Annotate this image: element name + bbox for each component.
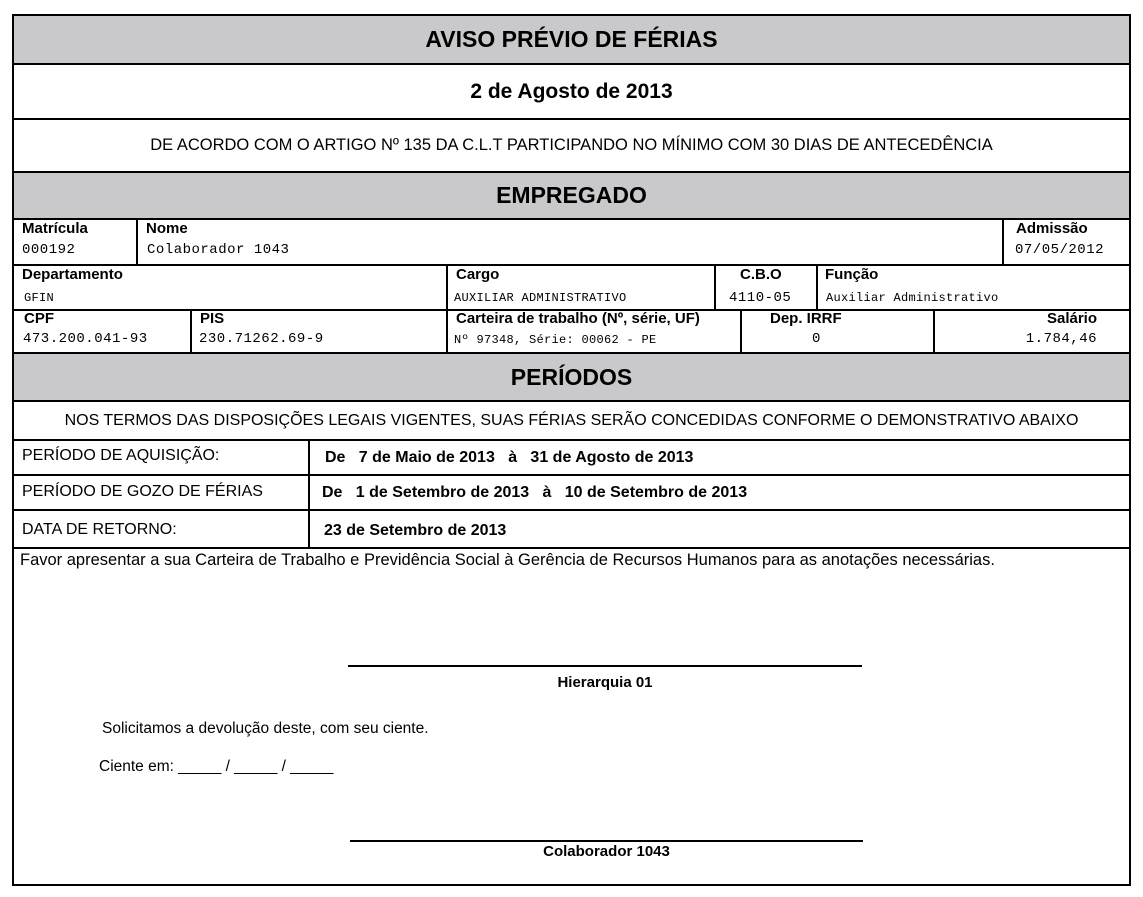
periods-section-title — [14, 354, 1129, 402]
admissao-label: Admissão — [1016, 220, 1088, 237]
document-date: 2 de Agosto de 2013 — [470, 79, 673, 103]
cbo-cell — [716, 266, 818, 309]
admissao-value: 07/05/2012 — [1015, 242, 1105, 258]
period-gozo-value: De 1 de Setembro de 2013 à 10 de Setembro de 2013 — [322, 484, 748, 501]
document-title — [14, 16, 1129, 65]
instruction-text: Favor apresentar a sua Carteira de Trabalho e Previdência Social à Gerência de Recursos Humanos para as anotações necessárias. — [20, 551, 995, 569]
funcao-value: Auxiliar Administrativo — [826, 291, 999, 305]
period-retorno-row — [14, 511, 1129, 549]
cargo-value: AUXILIAR ADMINISTRATIVO — [454, 291, 627, 305]
dep-irrf-value: 0 — [812, 331, 821, 347]
pis-cell — [192, 311, 448, 352]
pis-value: 230.71262.69-9 — [199, 331, 324, 347]
employee-section-title — [14, 173, 1129, 220]
document-title-text: AVISO PRÉVIO DE FÉRIAS — [425, 26, 718, 52]
matricula-cell — [14, 220, 138, 264]
matricula-label: Matrícula — [22, 220, 88, 237]
signature-line-employee — [350, 840, 863, 842]
dep-irrf-label: Dep. IRRF — [770, 310, 842, 327]
departamento-label: Departamento — [22, 266, 123, 283]
period-aquisicao-label-cell — [14, 441, 310, 474]
cbo-value: 4110-05 — [729, 290, 792, 306]
nome-label: Nome — [146, 220, 188, 237]
period-gozo-label-cell — [14, 476, 310, 509]
cpf-cell — [14, 311, 192, 352]
ctps-label: Carteira de trabalho (Nº, série, UF) — [456, 310, 700, 327]
periods-intro: NOS TERMOS DAS DISPOSIÇÕES LEGAIS VIGENTES, SUAS FÉRIAS SERÃO CONCEDIDAS CONFORME O DEMONSTRATIVO ABAIXO — [64, 411, 1079, 429]
cargo-cell — [448, 266, 716, 309]
cargo-label: Cargo — [456, 266, 500, 283]
funcao-cell — [818, 266, 1129, 309]
funcao-label: Função — [825, 266, 879, 283]
ciente-date-field: Ciente em: _____ / _____ / _____ — [99, 758, 334, 775]
period-gozo-row — [14, 476, 1129, 511]
employee-section-title-text: EMPREGADO — [496, 182, 647, 208]
cpf-value: 473.200.041-93 — [23, 331, 148, 347]
nome-cell — [138, 220, 1004, 264]
signature-employee-name: Colaborador 1043 — [543, 843, 670, 860]
signature-line-hierarchy — [348, 665, 862, 667]
admissao-cell — [1004, 220, 1129, 264]
period-gozo-label: PERÍODO DE GOZO DE FÉRIAS — [22, 483, 263, 500]
period-aquisicao-value: De 7 de Maio de 2013 à 31 de Agosto de 2013 — [325, 449, 694, 466]
nome-value: Colaborador 1043 — [147, 242, 290, 258]
document-date-row — [14, 65, 1129, 120]
period-retorno-value: 23 de Setembro de 2013 — [324, 522, 507, 539]
cbo-label: C.B.O — [740, 266, 782, 283]
ctps-value: Nº 97348, Série: 00062 - PE — [454, 333, 657, 347]
salario-value: 1.784,46 — [1025, 331, 1097, 347]
departamento-value: GFIN — [24, 291, 55, 305]
period-aquisicao-label: PERÍODO DE AQUISIÇÃO: — [22, 447, 220, 464]
salario-label: Salário — [1046, 310, 1097, 327]
employee-row-position — [14, 266, 1129, 311]
legal-note: DE ACORDO COM O ARTIGO Nº 135 DA C.L.T PARTICIPANDO NO MÍNIMO COM 30 DIAS DE ANTECEDÊNCIA — [150, 136, 993, 154]
employee-row-documents — [14, 311, 1129, 354]
return-request-text: Solicitamos a devolução deste, com seu ciente. — [102, 720, 429, 737]
periods-intro-row — [14, 402, 1129, 441]
departamento-cell — [14, 266, 448, 309]
period-retorno-label-cell — [14, 511, 310, 547]
notice-document — [12, 14, 1131, 886]
employee-row-identity — [14, 220, 1129, 266]
ctps-cell — [448, 311, 742, 352]
period-aquisicao-row — [14, 441, 1129, 476]
pis-label: PIS — [200, 310, 225, 327]
dep-irrf-cell — [742, 311, 935, 352]
salario-cell — [935, 311, 1129, 352]
matricula-value: 000192 — [22, 242, 76, 258]
signature-hierarchy-name: Hierarquia 01 — [557, 674, 653, 691]
periods-section-title-text: PERÍODOS — [510, 363, 633, 390]
legal-note-row — [14, 120, 1129, 173]
cpf-label: CPF — [24, 310, 54, 327]
period-retorno-label: DATA DE RETORNO: — [22, 521, 177, 538]
